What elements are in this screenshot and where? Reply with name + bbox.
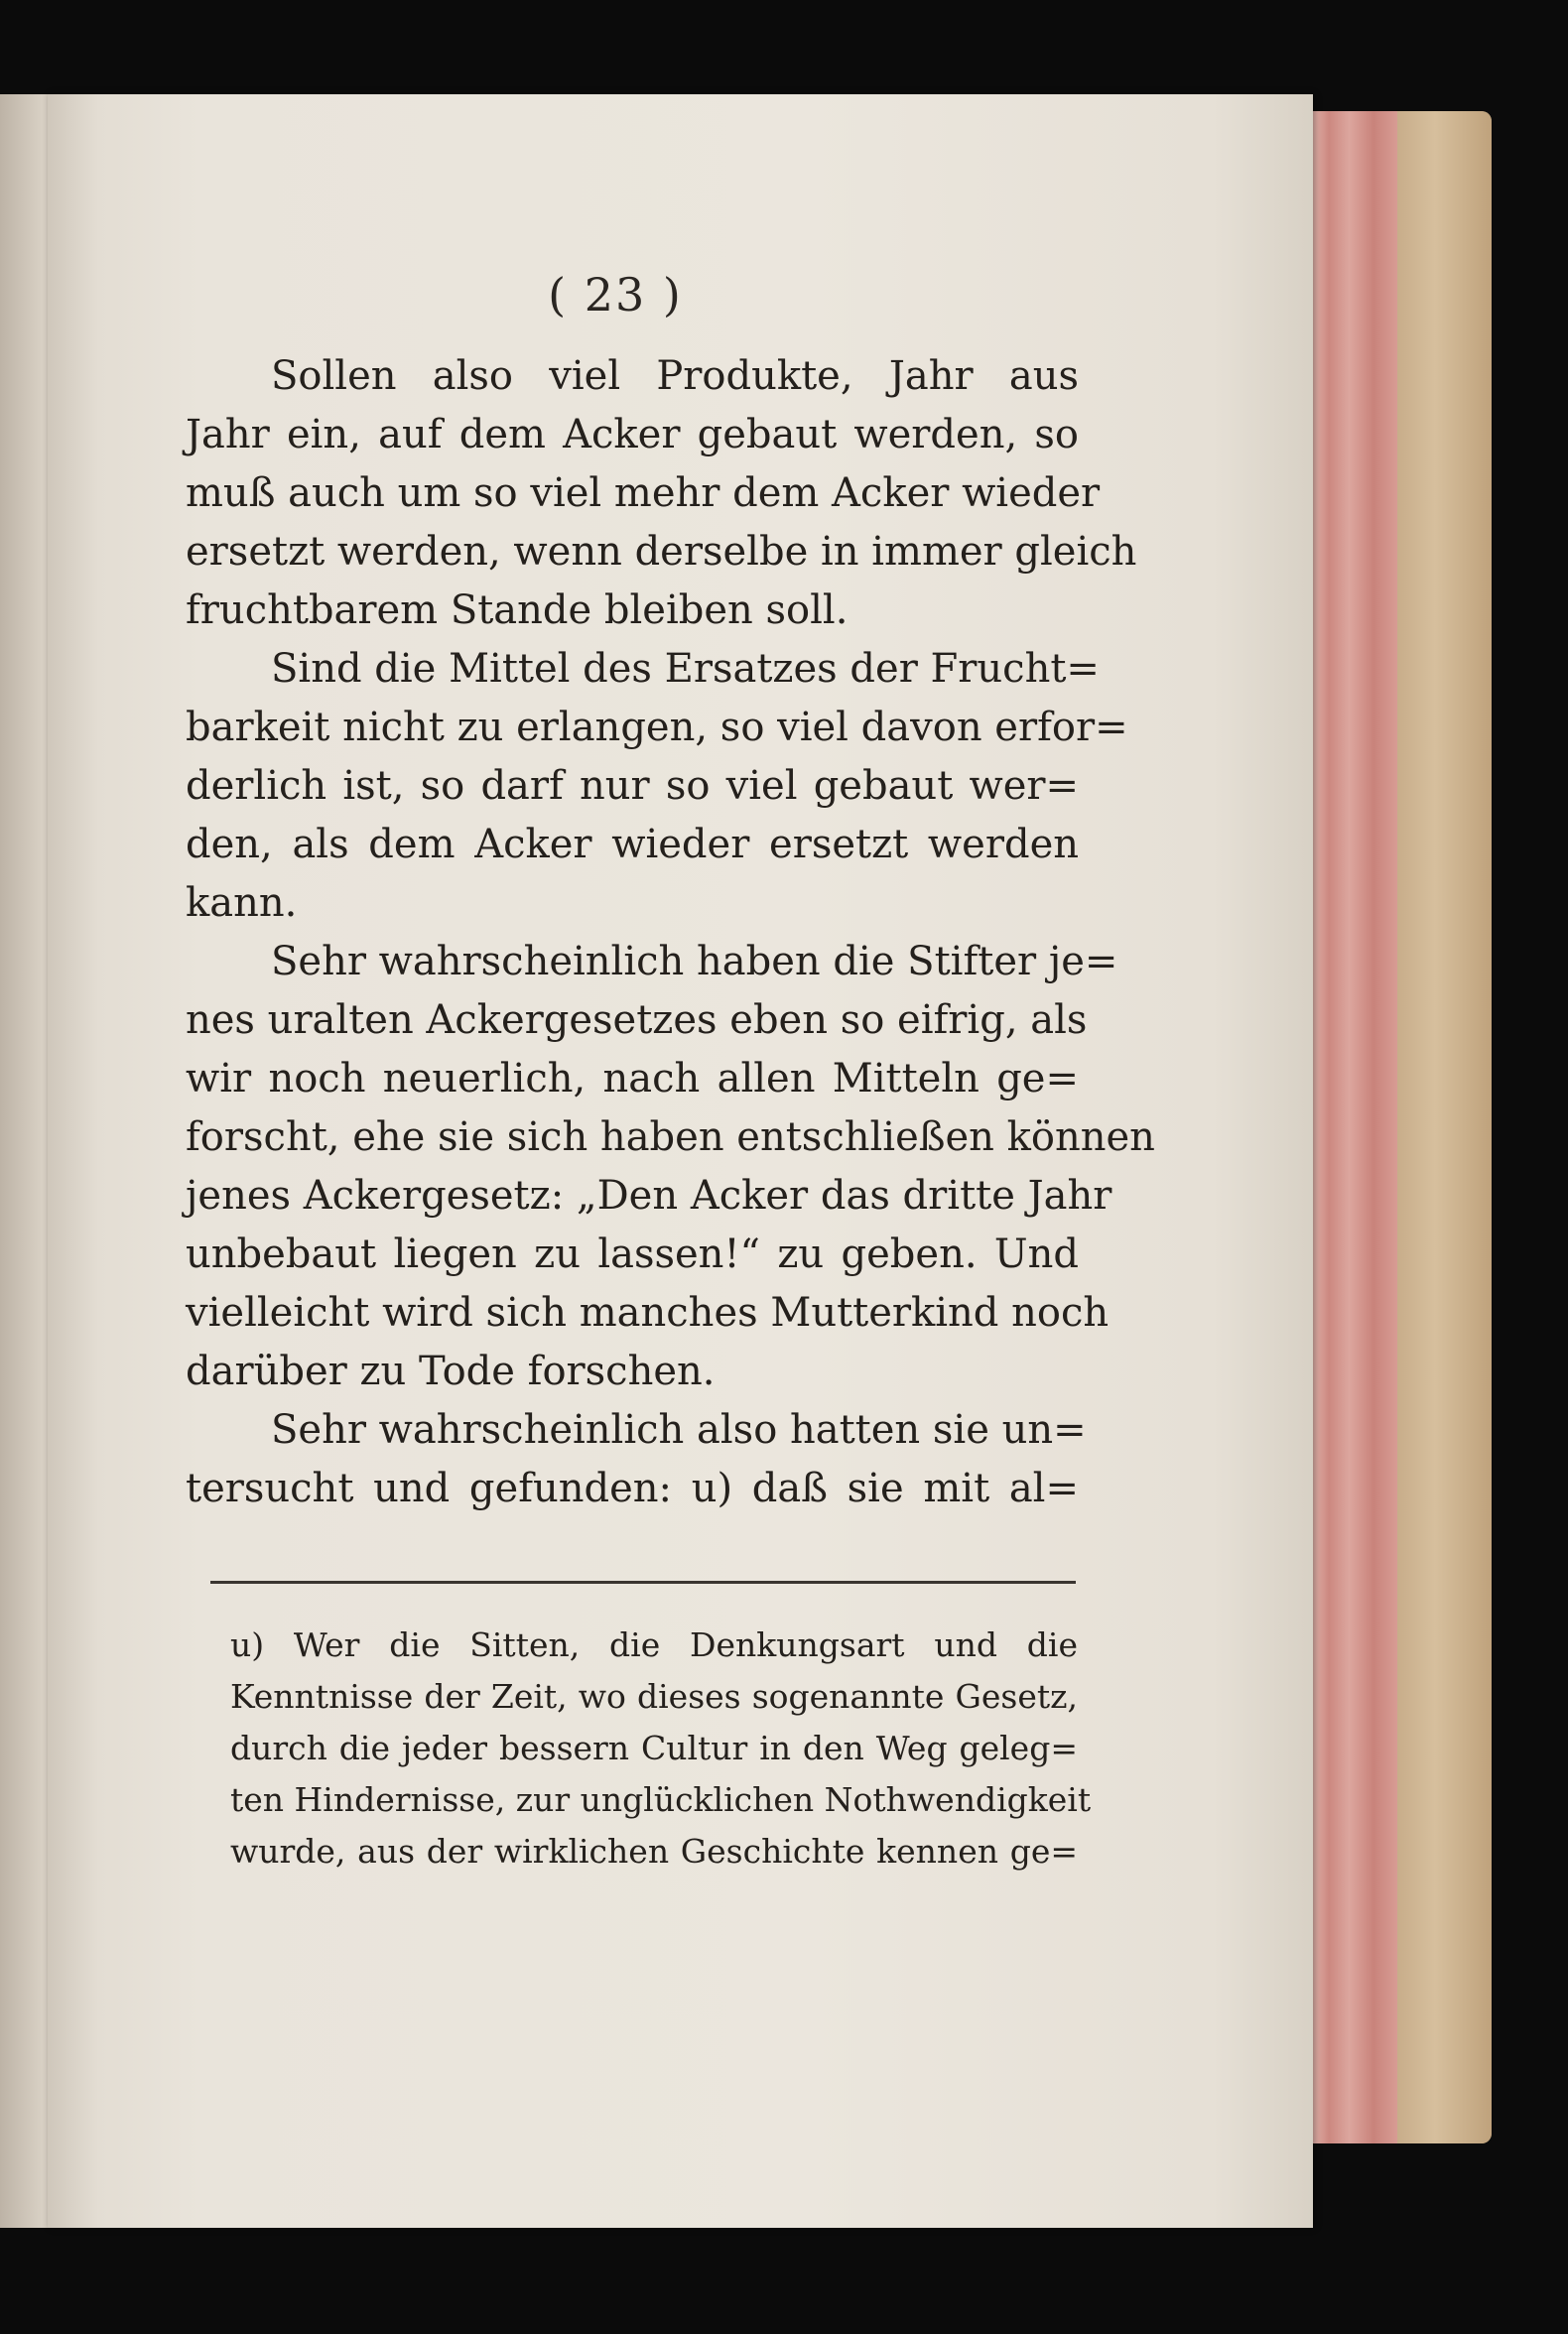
book-cover-edge: [1397, 111, 1492, 2143]
footnote-line: Kenntnisse der Zeit, wo dieses sogenannte Gesetz,: [230, 1677, 1078, 1716]
text-line: Jahr ein, auf dem Acker gebaut werden, so: [186, 412, 1079, 457]
text-line: darüber zu Tode forschen.: [186, 1349, 716, 1394]
text-line: Sehr wahrscheinlich haben die Stifter je=: [271, 939, 1118, 984]
footnote-line: wurde, aus der wirklichen Geschichte kennen ge=: [230, 1832, 1078, 1871]
text-line: kann.: [186, 880, 298, 926]
footnote: [230, 1620, 1092, 1878]
text-line: derlich ist, so darf nur so viel gebaut wer=: [186, 763, 1079, 809]
text-line: wir noch neuerlich, nach allen Mitteln ge=: [186, 1056, 1079, 1102]
text-line: barkeit nicht zu erlangen, so viel davon erfor=: [186, 705, 1128, 750]
footnote-divider: [210, 1581, 1076, 1584]
page-number: ( 23 ): [548, 268, 683, 322]
footnote-line: u) Wer die Sitten, die Denkungsart und die: [230, 1625, 1078, 1664]
text-line: vielleicht wird sich manches Mutterkind noch: [186, 1290, 1110, 1336]
body-text: [186, 347, 1155, 1518]
footnote-line: ten Hindernisse, zur unglücklichen Nothwendigkeit: [230, 1780, 1092, 1819]
text-line: unbebaut liegen zu lassen!“ zu geben. Und: [186, 1232, 1079, 1277]
text-line: Sind die Mittel des Ersatzes der Frucht=: [271, 646, 1100, 692]
text-line: forscht, ehe sie sich haben entschließen können: [186, 1114, 1155, 1160]
text-line: ersetzt werden, wenn derselbe in immer gleich: [186, 529, 1137, 575]
text-line: den, als dem Acker wieder ersetzt werden: [186, 822, 1079, 867]
text-line: Sehr wahrscheinlich also hatten sie un=: [271, 1407, 1087, 1453]
text-line: tersucht und gefunden: u) daß sie mit al=: [186, 1466, 1079, 1511]
text-line: nes uralten Ackergesetzes eben so eifrig, als: [186, 997, 1088, 1043]
text-line: fruchtbarem Stande bleiben soll.: [186, 587, 849, 633]
text-line: Sollen also viel Produkte, Jahr aus: [271, 353, 1079, 399]
text-line: jenes Ackergesetz: „Den Acker das dritte Jahr: [186, 1173, 1112, 1219]
text-line: muß auch um so viel mehr dem Acker wieder: [186, 470, 1101, 516]
footnote-line: durch die jeder bessern Cultur in den Weg geleg=: [230, 1729, 1078, 1767]
